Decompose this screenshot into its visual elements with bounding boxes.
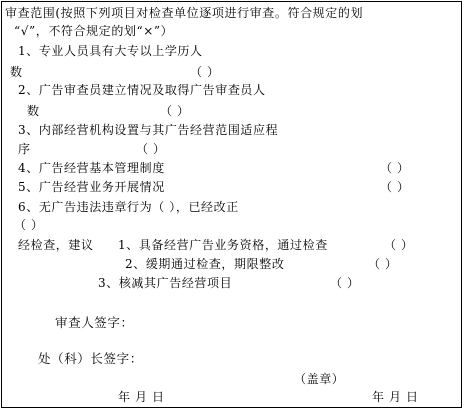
suggestion-label: 经检查，建议 (18, 238, 94, 252)
seal-label: （盖章） (294, 372, 345, 386)
item-5-checkbox[interactable]: （ ） (380, 180, 410, 194)
suggestion-2-text: 2、缓期通过检查，期限整改 (125, 257, 285, 271)
date-left: 年 月 日 (118, 390, 165, 404)
intro-line-1: 审查范围(按照下列项目对检查单位逐项进行审查。符合规定的划 (5, 6, 364, 20)
item-4-checkbox[interactable]: （ ） (380, 161, 410, 175)
reviewer-signature-label: 审查人签字： (55, 315, 134, 330)
suggestion-3-text: 3、核减其广告经营项目 (98, 276, 233, 290)
item-2-continued: 数 (27, 104, 40, 118)
item-3-text: 3、内部经营机构设置与其广告经营范围适应程 (18, 123, 279, 137)
item-1-checkbox[interactable]: （ ） (190, 65, 220, 79)
item-5-text: 5、广告经营业务开展情况 (18, 180, 165, 194)
intro-line-2: “√”，不符合规定的划“×”） (14, 24, 174, 38)
suggestion-2-checkbox[interactable]: （ ） (368, 257, 398, 271)
item-2-checkbox[interactable]: （ ） (160, 104, 190, 118)
item-6-text: 6、无广告违法违章行为（ ），已经改正 (18, 200, 239, 214)
suggestion-1-text: 1、具备经营广告业务资格，通过检查 (118, 238, 328, 252)
chief-signature-label: 处（科）长签字： (38, 351, 143, 366)
item-2-text: 2、广告审查员建立情况及取得广告审查员人 (18, 83, 266, 97)
item-6-checkbox[interactable]: （ ） (14, 218, 44, 232)
item-4-text: 4、广告经营基本管理制度 (18, 161, 165, 175)
suggestion-1-checkbox[interactable]: （ ） (384, 238, 414, 252)
suggestion-3-checkbox[interactable]: （ ） (330, 276, 360, 290)
item-3-continued: 序 (18, 142, 31, 156)
item-1-text: 1、专业人员具有大专以上学历人 (18, 44, 203, 58)
item-1-continued: 数 (10, 65, 23, 79)
item-3-checkbox[interactable]: （ ） (136, 142, 166, 156)
date-right: 年 月 日 (372, 390, 419, 404)
